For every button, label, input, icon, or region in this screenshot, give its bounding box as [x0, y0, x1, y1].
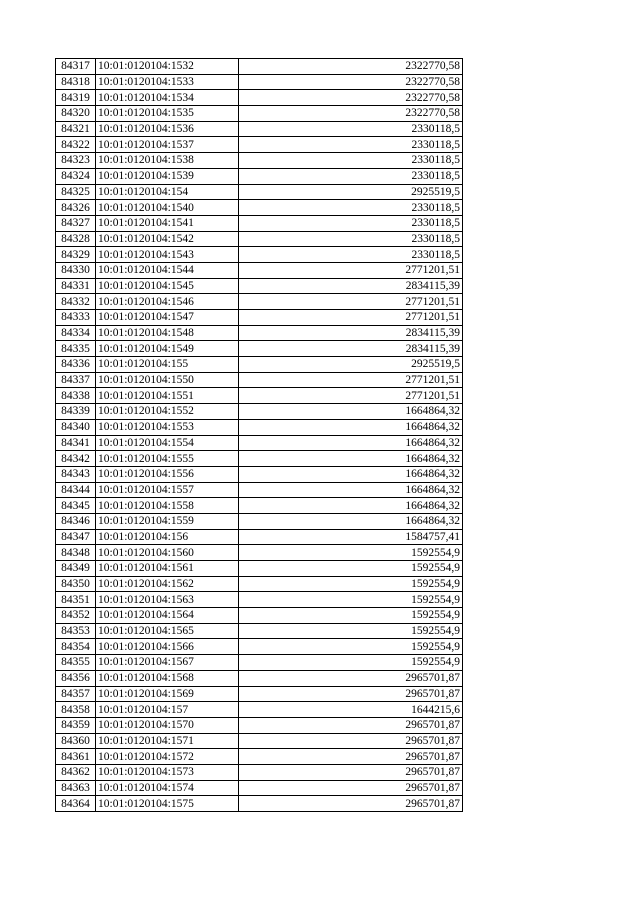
cadastral-value-cell: 2965701,87 [239, 733, 463, 749]
cadastral-number-cell: 10:01:0120104:1561 [96, 561, 239, 577]
cadastral-number-cell: 10:01:0120104:1549 [96, 341, 239, 357]
cadastral-value-cell: 2965701,87 [239, 764, 463, 780]
table-row [56, 372, 463, 388]
cadastral-number-cell: 10:01:0120104:1559 [96, 513, 239, 529]
row-id-cell: 84344 [56, 482, 96, 498]
cadastral-number-cell: 10:01:0120104:1575 [96, 796, 239, 812]
cadastral-number-cell: 10:01:0120104:1547 [96, 310, 239, 326]
cadastral-value-cell: 2965701,87 [239, 796, 463, 812]
row-id-cell: 84329 [56, 247, 96, 263]
table-row [56, 168, 463, 184]
cadastral-number-cell: 10:01:0120104:1546 [96, 294, 239, 310]
cadastral-value-cell: 1664864,32 [239, 451, 463, 467]
cadastral-number-cell: 10:01:0120104:1537 [96, 137, 239, 153]
table-row [56, 686, 463, 702]
cadastral-number-cell: 10:01:0120104:1567 [96, 655, 239, 671]
row-id-cell: 84324 [56, 168, 96, 184]
row-id-cell: 84354 [56, 639, 96, 655]
cadastral-number-cell: 10:01:0120104:1564 [96, 608, 239, 624]
table-row [56, 404, 463, 420]
cadastral-value-cell: 1664864,32 [239, 466, 463, 482]
table-row [56, 121, 463, 137]
cadastral-number-cell: 10:01:0120104:1571 [96, 733, 239, 749]
table-row [56, 247, 463, 263]
cadastral-value-cell: 1644215,6 [239, 702, 463, 718]
row-id-cell: 84361 [56, 749, 96, 765]
cadastral-number-cell: 10:01:0120104:1552 [96, 404, 239, 420]
row-id-cell: 84321 [56, 121, 96, 137]
cadastral-value-cell: 2330118,5 [239, 247, 463, 263]
table-row [56, 529, 463, 545]
cadastral-value-cell: 2330118,5 [239, 231, 463, 247]
cadastral-value-cell: 1664864,32 [239, 435, 463, 451]
cadastral-value-cell: 1592554,9 [239, 655, 463, 671]
row-id-cell: 84330 [56, 262, 96, 278]
cadastral-number-cell: 10:01:0120104:1542 [96, 231, 239, 247]
table-row [56, 310, 463, 326]
table-row [56, 231, 463, 247]
cadastral-number-cell: 10:01:0120104:1543 [96, 247, 239, 263]
cadastral-number-cell: 10:01:0120104:1534 [96, 90, 239, 106]
cadastral-value-cell: 2771201,51 [239, 388, 463, 404]
cadastral-number-cell: 10:01:0120104:1539 [96, 168, 239, 184]
table-row [56, 451, 463, 467]
cadastral-value-cell: 2965701,87 [239, 670, 463, 686]
cadastral-number-cell: 10:01:0120104:1556 [96, 466, 239, 482]
row-id-cell: 84356 [56, 670, 96, 686]
table-row [56, 184, 463, 200]
row-id-cell: 84336 [56, 357, 96, 373]
table-row [56, 561, 463, 577]
cadastral-value-cell: 2322770,58 [239, 90, 463, 106]
cadastral-number-cell: 10:01:0120104:157 [96, 702, 239, 718]
cadastral-value-cell: 2771201,51 [239, 262, 463, 278]
cadastral-value-cell: 2322770,58 [239, 59, 463, 75]
table-row [56, 513, 463, 529]
row-id-cell: 84326 [56, 200, 96, 216]
cadastral-value-cell: 2330118,5 [239, 153, 463, 169]
cadastral-value-cell: 2834115,39 [239, 325, 463, 341]
table-row [56, 59, 463, 75]
table-row [56, 294, 463, 310]
cadastral-value-cell: 2322770,58 [239, 74, 463, 90]
row-id-cell: 84333 [56, 310, 96, 326]
cadastral-value-table [55, 58, 463, 812]
table-row [56, 702, 463, 718]
cadastral-value-cell: 2925519,5 [239, 184, 463, 200]
table-row [56, 749, 463, 765]
row-id-cell: 84359 [56, 717, 96, 733]
cadastral-number-cell: 10:01:0120104:1563 [96, 592, 239, 608]
cadastral-value-cell: 1664864,32 [239, 513, 463, 529]
row-id-cell: 84323 [56, 153, 96, 169]
table-row [56, 545, 463, 561]
cadastral-value-cell: 1592554,9 [239, 608, 463, 624]
cadastral-value-cell: 2771201,51 [239, 372, 463, 388]
cadastral-value-cell: 2330118,5 [239, 121, 463, 137]
row-id-cell: 84358 [56, 702, 96, 718]
cadastral-value-cell: 2834115,39 [239, 278, 463, 294]
cadastral-value-cell: 1664864,32 [239, 419, 463, 435]
cadastral-value-cell: 2330118,5 [239, 137, 463, 153]
row-id-cell: 84353 [56, 623, 96, 639]
table-row [56, 388, 463, 404]
row-id-cell: 84317 [56, 59, 96, 75]
table-row [56, 200, 463, 216]
table-row [56, 623, 463, 639]
table-body [56, 59, 463, 812]
table-row [56, 717, 463, 733]
cadastral-value-cell: 2965701,87 [239, 686, 463, 702]
cadastral-number-cell: 10:01:0120104:154 [96, 184, 239, 200]
table-row [56, 90, 463, 106]
cadastral-value-cell: 2965701,87 [239, 749, 463, 765]
table-row [56, 262, 463, 278]
cadastral-value-cell: 2965701,87 [239, 780, 463, 796]
cadastral-value-cell: 1664864,32 [239, 404, 463, 420]
cadastral-value-cell: 1592554,9 [239, 639, 463, 655]
row-id-cell: 84345 [56, 498, 96, 514]
row-id-cell: 84362 [56, 764, 96, 780]
table-row [56, 325, 463, 341]
cadastral-number-cell: 10:01:0120104:1570 [96, 717, 239, 733]
row-id-cell: 84343 [56, 466, 96, 482]
table-row [56, 655, 463, 671]
row-id-cell: 84328 [56, 231, 96, 247]
row-id-cell: 84320 [56, 106, 96, 122]
cadastral-number-cell: 10:01:0120104:1573 [96, 764, 239, 780]
cadastral-value-cell: 2925519,5 [239, 357, 463, 373]
row-id-cell: 84349 [56, 561, 96, 577]
row-id-cell: 84348 [56, 545, 96, 561]
table-row [56, 341, 463, 357]
table-row [56, 670, 463, 686]
row-id-cell: 84350 [56, 576, 96, 592]
table-row [56, 733, 463, 749]
cadastral-number-cell: 10:01:0120104:1565 [96, 623, 239, 639]
row-id-cell: 84340 [56, 419, 96, 435]
row-id-cell: 84347 [56, 529, 96, 545]
cadastral-number-cell: 10:01:0120104:1538 [96, 153, 239, 169]
cadastral-value-cell: 1664864,32 [239, 498, 463, 514]
cadastral-number-cell: 10:01:0120104:1536 [96, 121, 239, 137]
cadastral-number-cell: 10:01:0120104:1557 [96, 482, 239, 498]
row-id-cell: 84327 [56, 215, 96, 231]
cadastral-value-cell: 1584757,41 [239, 529, 463, 545]
cadastral-number-cell: 10:01:0120104:1553 [96, 419, 239, 435]
cadastral-number-cell: 10:01:0120104:1545 [96, 278, 239, 294]
row-id-cell: 84341 [56, 435, 96, 451]
cadastral-number-cell: 10:01:0120104:1558 [96, 498, 239, 514]
table-row [56, 74, 463, 90]
table-row [56, 215, 463, 231]
row-id-cell: 84322 [56, 137, 96, 153]
row-id-cell: 84325 [56, 184, 96, 200]
table-row [56, 435, 463, 451]
row-id-cell: 84352 [56, 608, 96, 624]
cadastral-number-cell: 10:01:0120104:1533 [96, 74, 239, 90]
cadastral-value-cell: 1592554,9 [239, 623, 463, 639]
cadastral-value-cell: 2322770,58 [239, 106, 463, 122]
cadastral-value-cell: 2330118,5 [239, 200, 463, 216]
cadastral-number-cell: 10:01:0120104:1551 [96, 388, 239, 404]
row-id-cell: 84357 [56, 686, 96, 702]
table-row [56, 137, 463, 153]
cadastral-number-cell: 10:01:0120104:1566 [96, 639, 239, 655]
row-id-cell: 84364 [56, 796, 96, 812]
cadastral-value-cell: 1592554,9 [239, 561, 463, 577]
cadastral-value-cell: 1592554,9 [239, 576, 463, 592]
row-id-cell: 84355 [56, 655, 96, 671]
cadastral-number-cell: 10:01:0120104:1569 [96, 686, 239, 702]
cadastral-value-cell: 2330118,5 [239, 168, 463, 184]
cadastral-value-cell: 2834115,39 [239, 341, 463, 357]
table-row [56, 106, 463, 122]
row-id-cell: 84346 [56, 513, 96, 529]
table-row [56, 466, 463, 482]
cadastral-value-cell: 1592554,9 [239, 592, 463, 608]
cadastral-value-cell: 2771201,51 [239, 310, 463, 326]
cadastral-number-cell: 10:01:0120104:1554 [96, 435, 239, 451]
row-id-cell: 84335 [56, 341, 96, 357]
cadastral-number-cell: 10:01:0120104:156 [96, 529, 239, 545]
cadastral-value-cell: 2965701,87 [239, 717, 463, 733]
cadastral-number-cell: 10:01:0120104:1562 [96, 576, 239, 592]
table-row [56, 419, 463, 435]
table-row [56, 576, 463, 592]
table-row [56, 796, 463, 812]
table-row [56, 482, 463, 498]
cadastral-number-cell: 10:01:0120104:155 [96, 357, 239, 373]
cadastral-number-cell: 10:01:0120104:1574 [96, 780, 239, 796]
cadastral-number-cell: 10:01:0120104:1550 [96, 372, 239, 388]
table-row [56, 592, 463, 608]
row-id-cell: 84351 [56, 592, 96, 608]
row-id-cell: 84342 [56, 451, 96, 467]
cadastral-number-cell: 10:01:0120104:1555 [96, 451, 239, 467]
table-row [56, 764, 463, 780]
row-id-cell: 84334 [56, 325, 96, 341]
cadastral-number-cell: 10:01:0120104:1535 [96, 106, 239, 122]
row-id-cell: 84360 [56, 733, 96, 749]
row-id-cell: 84332 [56, 294, 96, 310]
cadastral-number-cell: 10:01:0120104:1568 [96, 670, 239, 686]
row-id-cell: 84363 [56, 780, 96, 796]
cadastral-number-cell: 10:01:0120104:1540 [96, 200, 239, 216]
cadastral-number-cell: 10:01:0120104:1532 [96, 59, 239, 75]
table-row [56, 153, 463, 169]
cadastral-number-cell: 10:01:0120104:1541 [96, 215, 239, 231]
cadastral-value-cell: 2771201,51 [239, 294, 463, 310]
table-row [56, 639, 463, 655]
row-id-cell: 84338 [56, 388, 96, 404]
cadastral-value-cell: 2330118,5 [239, 215, 463, 231]
row-id-cell: 84318 [56, 74, 96, 90]
row-id-cell: 84319 [56, 90, 96, 106]
cadastral-number-cell: 10:01:0120104:1560 [96, 545, 239, 561]
table-row [56, 608, 463, 624]
table-row [56, 357, 463, 373]
cadastral-number-cell: 10:01:0120104:1544 [96, 262, 239, 278]
table-row [56, 278, 463, 294]
row-id-cell: 84337 [56, 372, 96, 388]
row-id-cell: 84339 [56, 404, 96, 420]
table-row [56, 498, 463, 514]
row-id-cell: 84331 [56, 278, 96, 294]
table-row [56, 780, 463, 796]
cadastral-number-cell: 10:01:0120104:1572 [96, 749, 239, 765]
cadastral-value-cell: 1592554,9 [239, 545, 463, 561]
cadastral-value-cell: 1664864,32 [239, 482, 463, 498]
cadastral-number-cell: 10:01:0120104:1548 [96, 325, 239, 341]
